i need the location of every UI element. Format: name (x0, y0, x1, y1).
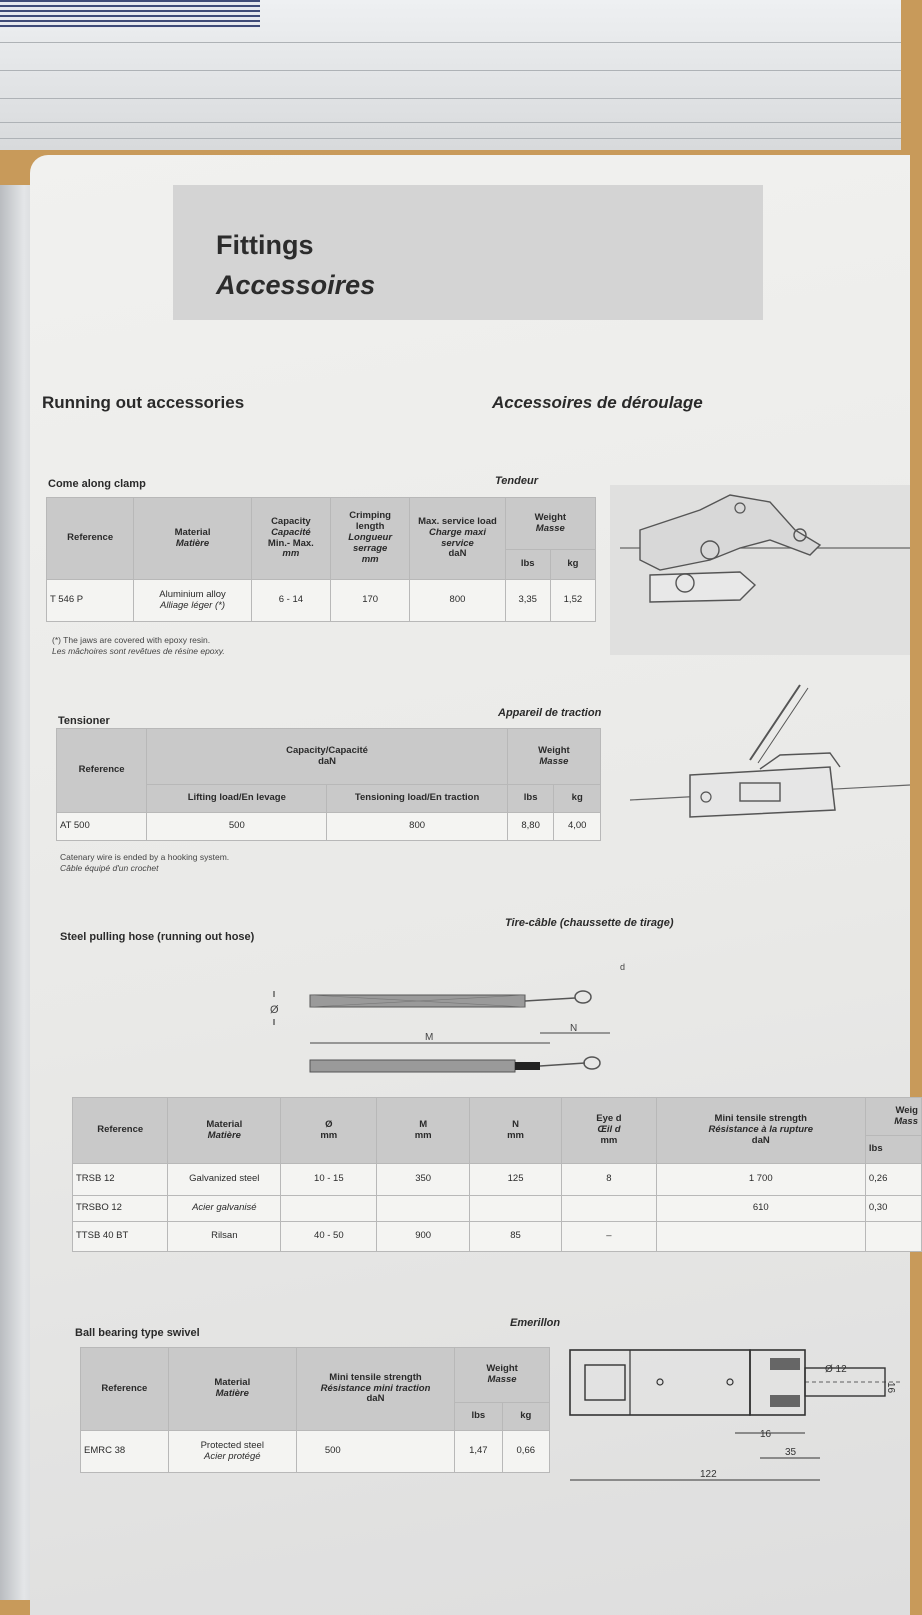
cell-eye: 8 (562, 1164, 656, 1196)
th-n: N mm (469, 1098, 561, 1164)
th-lifting: Lifting load/En levage (147, 785, 327, 813)
dim-16-vertical: 16 (885, 1382, 896, 1394)
tensioner-table (56, 728, 601, 841)
dim-122: 122 (700, 1469, 717, 1480)
cell-lifting: 500 (147, 813, 327, 841)
cell-m: 350 (377, 1164, 469, 1196)
cell-kg: 0,66 (502, 1431, 549, 1473)
th-load: Max. service load Charge maxi service daN (410, 498, 505, 580)
hose-diameter-label: Ø (270, 1004, 279, 1016)
hose-d-label: d (620, 962, 626, 972)
th-material: Material Matière (168, 1348, 296, 1431)
th-lbs: lbs (507, 785, 554, 813)
cell-lbs: 0,26 (865, 1164, 921, 1196)
cell-diameter: 10 - 15 (281, 1164, 377, 1196)
th-material: Material Matière (134, 498, 251, 580)
tensioner-title-fr: Appareil de traction (498, 707, 602, 719)
table-row (73, 1164, 922, 1196)
hose-title-fr: Tire-câble (chaussette de tirage) (505, 917, 674, 929)
cell-reference: T 546 P (47, 580, 134, 622)
cell-tensioning: 800 (327, 813, 507, 841)
cell-lbs: 0,30 (865, 1196, 921, 1222)
th-strength: Mini tensile strength Résistance mini traction daN (296, 1348, 454, 1431)
cell-n (469, 1196, 561, 1222)
cell-strength: 500 (296, 1431, 454, 1473)
hose-title-en: Steel pulling hose (running out hose) (60, 931, 255, 943)
th-lbs: lbs (455, 1403, 502, 1431)
cell-kg: 1,52 (550, 580, 595, 622)
table-row (73, 1222, 922, 1252)
cell-reference: TRSBO 12 (73, 1196, 168, 1222)
cell-material: Aluminium alloy Alliage léger (*) (134, 580, 251, 622)
page-title-fr: Accessoires (216, 270, 376, 300)
cell-diameter (281, 1196, 377, 1222)
cell-n: 85 (469, 1222, 561, 1252)
cell-material: Acier galvanisé (168, 1196, 281, 1222)
cell-reference: TRSB 12 (73, 1164, 168, 1196)
cell-capacity: 6 - 14 (251, 580, 330, 622)
page-title-en: Fittings (216, 230, 314, 260)
background-papers (0, 0, 901, 150)
th-weight: Weight Masse (455, 1348, 550, 1403)
th-diameter: Ø mm (281, 1098, 377, 1164)
th-kg: kg (502, 1403, 549, 1431)
cell-material: Protected steel Acier protégé (168, 1431, 296, 1473)
th-reference: Reference (57, 729, 147, 813)
hose-diagram (250, 955, 670, 1100)
cell-m: 900 (377, 1222, 469, 1252)
th-capacity: Capacity Capacité Min.- Max. mm (251, 498, 330, 580)
swivel-drawing (560, 1340, 905, 1500)
th-lbs: lbs (865, 1136, 921, 1164)
cell-kg: 4,00 (554, 813, 601, 841)
th-weight: Weig Mass (865, 1098, 921, 1136)
cell-material: Rilsan (168, 1222, 281, 1252)
cell-eye (562, 1196, 656, 1222)
swivel-title-fr: Emerillon (510, 1317, 561, 1329)
th-weight: Weight Masse (505, 498, 595, 550)
th-weight: Weight Masse (507, 729, 600, 785)
dim-d12: Ø 12 (825, 1364, 847, 1375)
th-lbs: lbs (505, 550, 550, 580)
tensioner-title-en: Tensioner (58, 715, 110, 727)
th-strength: Mini tensile strength Résistance à la rupture daN (656, 1098, 865, 1164)
cell-lbs: 1,47 (455, 1431, 502, 1473)
cell-diameter: 40 - 50 (281, 1222, 377, 1252)
th-capacity: Capacity/Capacité daN (147, 729, 508, 785)
th-kg: kg (554, 785, 601, 813)
hose-m-label: M (425, 1032, 434, 1043)
th-material: Material Matière (168, 1098, 281, 1164)
th-eye: Eye d Œil d mm (562, 1098, 656, 1164)
cell-lbs (865, 1222, 921, 1252)
cell-reference: AT 500 (57, 813, 147, 841)
th-kg: kg (550, 550, 595, 580)
swivel-title-en: Ball bearing type swivel (75, 1327, 200, 1339)
title-box (173, 185, 763, 320)
cell-crimping: 170 (331, 580, 410, 622)
tensioner-illustration (630, 685, 910, 835)
tensioner-note: Catenary wire is ended by a hooking system. Câble équipé d'un crochet (60, 852, 230, 874)
cell-m (377, 1196, 469, 1222)
cell-reference: TTSB 40 BT (73, 1222, 168, 1252)
cell-strength: 1 700 (656, 1164, 865, 1196)
th-reference: Reference (81, 1348, 169, 1431)
cell-eye: – (562, 1222, 656, 1252)
clamp-title-en: Come along clamp (48, 478, 146, 490)
swivel-table (80, 1347, 550, 1473)
cell-n: 125 (469, 1164, 561, 1196)
cell-load: 800 (410, 580, 505, 622)
cell-strength: 610 (656, 1196, 865, 1222)
table-row (73, 1196, 922, 1222)
th-reference: Reference (47, 498, 134, 580)
cell-strength (656, 1222, 865, 1252)
section-title-fr: Accessoires de déroulage (492, 393, 703, 412)
th-crimping: Crimping length Longueur serrage mm (331, 498, 410, 580)
cell-lbs: 3,35 (505, 580, 550, 622)
dim-35: 35 (785, 1447, 797, 1458)
clamp-illustration (620, 490, 910, 650)
th-tensioning: Tensioning load/En traction (327, 785, 507, 813)
cell-lbs: 8,80 (507, 813, 554, 841)
binder-stripe (0, 0, 260, 28)
th-reference: Reference (73, 1098, 168, 1164)
section-title-en: Running out accessories (42, 393, 245, 412)
catalog-page (30, 155, 918, 1615)
clamp-table (46, 497, 596, 622)
cell-reference: EMRC 38 (81, 1431, 169, 1473)
dim-16: 16 (760, 1429, 772, 1440)
clamp-title-fr: Tendeur (495, 475, 538, 487)
hose-n-label: N (570, 1023, 578, 1034)
th-m: M mm (377, 1098, 469, 1164)
hose-table (72, 1097, 922, 1252)
clamp-note: (*) The jaws are covered with epoxy resin. Les mâchoires sont revêtues de résine epoxy. (52, 635, 225, 657)
cell-material: Galvanized steel (168, 1164, 281, 1196)
